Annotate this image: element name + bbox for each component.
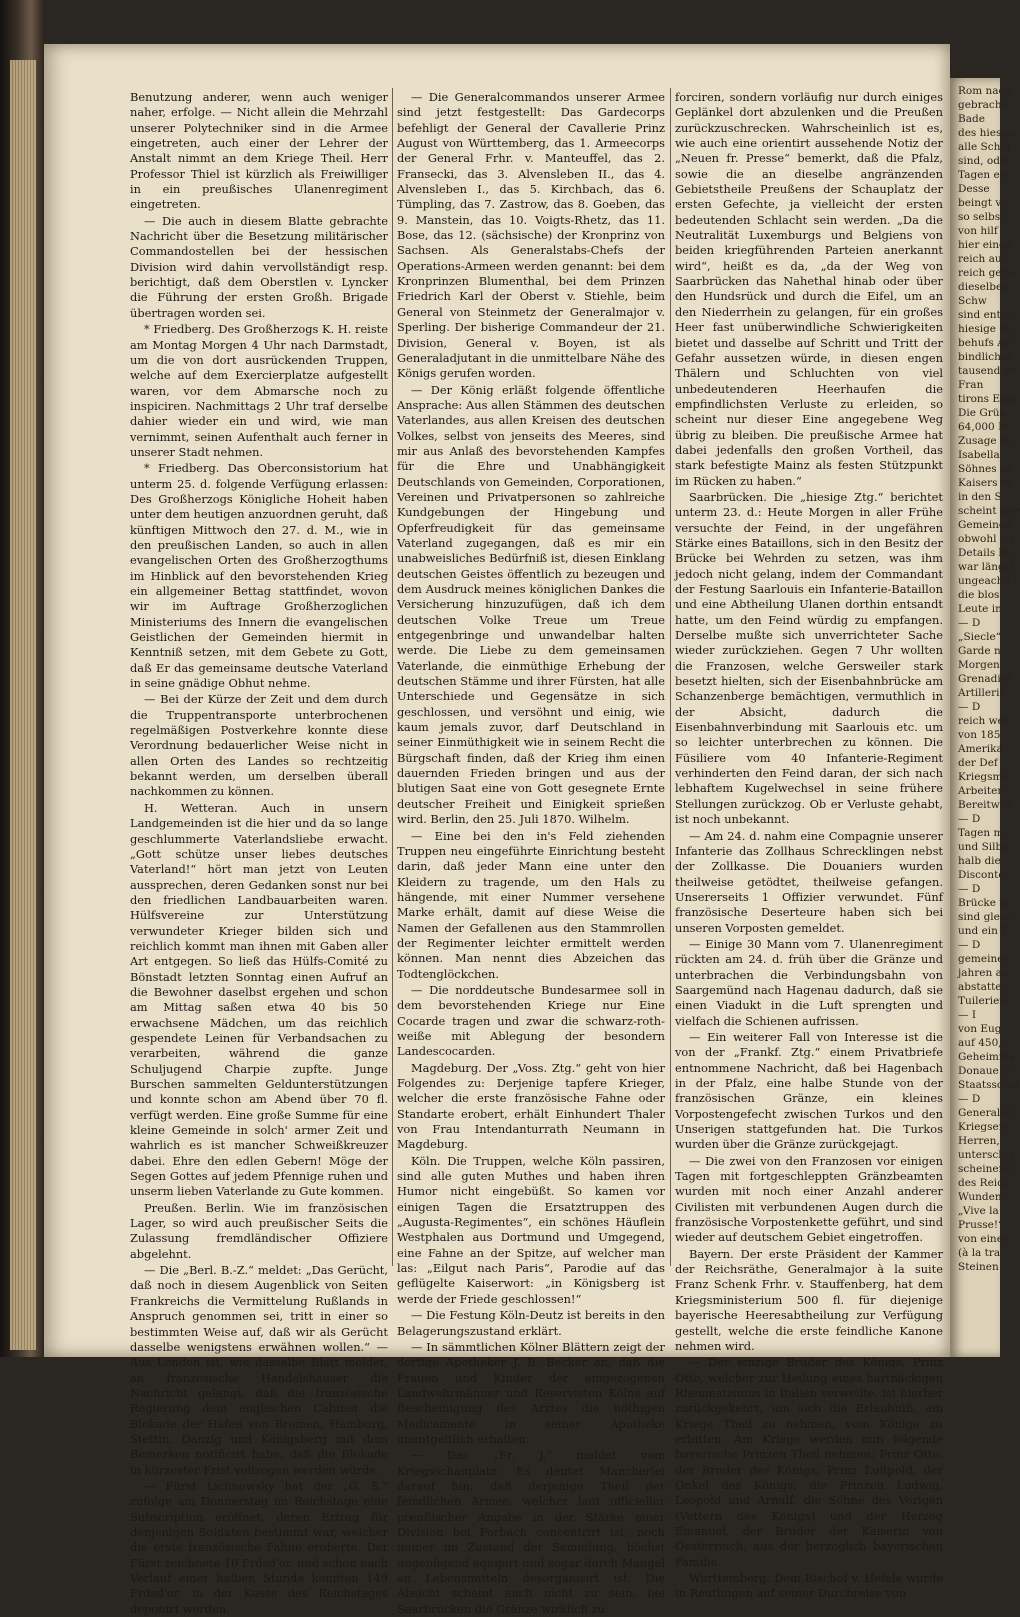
paragraph: — Am 24. d. nahm eine Compagnie unserer Infanterie das Zollhaus Schrecklingen nebst der Zollkasse. Die Douaniers wurden theilweise getödtet, theilweise gefangen. Unsererseits 1 Offizier verwundet. Fünf französische Deserteure haben sich bei unseren Vorposten gemeldet.: [675, 828, 943, 935]
adjacent-page-line: Gemeinde: [958, 519, 1012, 531]
paragraph: Saarbrücken. Die „hiesige Ztg.“ berichtet unterm 23. d.: Heute Morgen in aller Frühe versuchte der Feind, in der ungefähren Stärke eines Bataillons, sich in den Besitz der Brücke bei Wehrden zu setzen, was ihm jedoch nicht gelang, indem der Commandant der Festung Saarlouis ein Infanterie-Bataillon und eine Abtheilung Ulanen dorthin entsandt hatte, um den Feind würdig zu empfangen. Derselbe mußte sich unverrichteter Sache wieder zurückziehen. Gegen 7 Uhr wollten die Franzosen, welche Gersweiler stark besetzt hielten, sich der Eisenbahnbrücke am Schanzenberge bemächtigen, vermuthlich in der Absicht, dadurch die Eisenbahnverbindung mit Saarlouis etc. um so leichter unterbrechen zu können. Die Füsiliere vom 40 Infanterie-Regiment verhinderten den Feind daran, der sich nach lebhaftem Kugelwechsel in seine frühere Stellungen zurückzog. Ob er Verluste gehabt, ist noch unbekannt.: [675, 489, 943, 827]
paragraph: * Friedberg. Das Oberconsistorium hat unterm 25. d. folgende Verfügung erlassen: Des Großherzogs Königliche Hoheit haben unter dem heutigen anzuordnen geruht, daß künftigen Mittwoch den 27. d. M., wie in den preußischen Landen, so auch in allen evangelischen Orten des Großherzogthums im Hinblick auf den bevorstehenden Krieg ein allgemeiner Bettag stattfindet, wovon wir im Auftrage Großherzoglichen Ministeriums des Innern die evangelischen Geistlichen der Gemeinden hiermit in Kenntniß setzen, mit dem Gebete zu Gott, daß Er das gemeinsame deutsche Vaterland in seine gnädige Obhut nehme.: [130, 461, 388, 691]
paragraph: — Fürst Lichnowsky hat der „G. S.“ zufolge am Donnerstag im Reichstage eine Subscription eröffnet, deren Ertrag für denjenigen Soldaten bestimmt war, welcher die erste französische Fahne eroberte. Der Fürst zeichnete 10 Frdsd'or. und schon nach Verlauf einer halben Stunde konnten 149 Frdsd'or. in der Kasse des Reichstages deponirt werden.: [130, 1478, 388, 1616]
adjacent-page-line: gebracht.: [958, 99, 1010, 111]
text-column-2: [397, 90, 665, 1616]
paragraph: — In sämmtlichen Kölner Blättern zeigt der dortige Apotheker J. B. Becker an, daß die Frauen und Kinder der eingezogenen Landwehrmänner und Reservisten Kölns auf Bescheinigung des Arztes die nöthigen Medicamente in seiner Apotheke unentgeltlich erhalten.: [397, 1339, 665, 1446]
adjacent-page-line: tirons Engl: [958, 393, 1017, 405]
adjacent-page-line: war längst: [958, 561, 1015, 573]
paragraph: Benutzung anderer, wenn auch weniger naher, erfolge. — Nicht allein die Mehrzahl unserer Polytechniker sind in die Armee eingetreten, auch einer der Lehrer der Anstalt nimmt an dem Kriege Theil. Herr Professor Thiel ist kürzlich als Freiwilliger in ein preußisches Ulanenregiment eingetreten.: [130, 90, 388, 212]
paragraph: — Die norddeutsche Bundesarmee soll in dem bevorstehenden Kriege nur Eine Cocarde tragen und zwar die schwarz-roth-weiße mit Ablegung der besondern Landescocarden.: [397, 982, 665, 1059]
adjacent-page-line: Garde n: [958, 645, 1001, 657]
adjacent-page-line: auf 450,0: [958, 1037, 1009, 1049]
adjacent-page-line: Schw: [958, 295, 987, 307]
adjacent-page-line: scheinen g: [958, 1163, 1016, 1175]
adjacent-page-line: alle Schül: [958, 141, 1011, 153]
adjacent-page-line: der Def: [958, 757, 998, 769]
adjacent-page-line: Donaue in: [958, 1065, 1013, 1077]
adjacent-page-line: Rom nach: [958, 85, 1012, 97]
adjacent-page-line: abstatten.: [958, 981, 1012, 993]
paragraph: — Die Generalcommandos unserer Armee sind jetzt festgestellt: Das Gardecorps befehligt der General der Cavallerie Prinz August von Württemberg, das 1. Armeecorps der General Frhr. v. Manteuffel, das 2. Fransecki, das 3. Alvensleben II., das 4. Alvensleben I., das 5. Kirchbach, das 6. Tümpling, das 7. Zastrow, das 8. Goeben, das 9. Manstein, das 10. Voigts-Rhetz, das 11. Bose, das 12. (sächsische) der Kronprinz von Sachsen. Als Generalstabs-Chefs der Operations-Armeen werden genannt: bei dem Kronprinzen Blumenthal, bei dem Prinzen Friedrich Karl der Oberst v. Stiehle, beim General von Steinmetz der Generalmajor v. Sperling. Der bisherige Commandeur der 21. Division, General v. Boyen, ist als Generaladjutant in die unmittelbare Nähe des Königs gerufen worden.: [397, 90, 665, 381]
adjacent-page-line: Amerika: [958, 743, 1003, 755]
adjacent-page-line: halb die: [958, 855, 1001, 867]
adjacent-page-line: reich auf: [958, 253, 1006, 265]
adjacent-page-line: — D: [958, 939, 981, 951]
paragraph: Köln. Die Truppen, welche Köln passiren, sind alle guten Muthes und haben ihren Humor nicht eingebüßt. So kamen vor einigen Tagen die Ersatztruppen des „Augusta-Regimentes“, ein schönes Häuflein Westphalen aus Dortmund und Umgegend, eine Fahne an der Spitze, auf welcher man las: „Eilgut nach Paris“, Parodie auf das geflügelte Kaiserwort: „in Königsberg ist werde der Friede geschlossen!“: [397, 1153, 665, 1306]
adjacent-page-line: tausend Fr: [958, 365, 1016, 377]
adjacent-page-line: ungeachtet: [958, 575, 1019, 587]
adjacent-page-line: sind entbu: [958, 309, 1015, 321]
adjacent-page-line: unterschri: [958, 1149, 1014, 1161]
adjacent-page-line: Kriegsmi: [958, 771, 1006, 783]
adjacent-page-line: 64,000 M: [958, 421, 1009, 433]
adjacent-page-line: Leute in: [958, 603, 1002, 615]
adjacent-page-line: Bade: [958, 113, 985, 125]
adjacent-page-line: reich gege: [958, 267, 1015, 279]
adjacent-page-line: dieselben: [958, 281, 1009, 293]
adjacent-page-line: gemeinen: [958, 953, 1011, 965]
paragraph: Preußen. Berlin. Wie im französischen Lager, so wird auch preußischer Seits die Zulassung fremdländischer Offiziere abgelehnt.: [130, 1200, 388, 1261]
paragraph: — Ein weiterer Fall von Interesse ist die von der „Frankf. Ztg.“ einem Privatbriefe entnommene Nachricht, daß bei Hagenbach in der Pfalz, eine halbe Stunde von der französischen Gränze, ein kleines Vorpostengefecht zwischen Turkos und den Unserigen stattgefunden hat. Die Turkos wurden über die Gränze zurückgejagt.: [675, 1029, 943, 1152]
adjacent-page-line: — D: [958, 1093, 981, 1105]
adjacent-page-line: Tagen erl: [958, 169, 1009, 181]
adjacent-page-line: Zusage de: [958, 435, 1013, 447]
adjacent-page-line: Herren,: [958, 1135, 1000, 1147]
adjacent-page-line: Generalen: [958, 1107, 1014, 1119]
paragraph: H. Wetteran. Auch in unsern Landgemeinden ist die hier und da so lange geschlummerte Vaterlandsliebe erwacht. „Gott schütze unser liebes deutsches Vaterland!“ hört man jetzt von Leuten aussprechen, deren Gedanken sonst nur bei den friedlichen Landbauarbeiten waren. Hülfsvereine zur Unterstützung verwundeter Krieger bilden sich und reichlich kommt man ihnen mit Gaben aller Art entgegen. So ließ das Hülfs-Comité zu Bönstadt letzten Sonntag einen Aufruf an die Bewohner daselbst ergehen und schon am Mittag saßen etwa 40 bis 50 erwachsene Mädchen, um das reichlich gespendete Leinen für Verbandsachen zu verarbeiten, während die ganze Schuljugend Charpie zupfte. Junge Burschen sammelten Geldunterstützungen und konnte schon am Abend über 70 fl. verfügt werden. Eine große Summe für eine kleine Gemeinde in solch' armer Zeit und wahrlich es ist mancher Schweißkreuzer dabei. Ehre den edlen Gebern! Möge der Segen Gottes auf jedem Pfennige ruhen und unserm lieben Vaterlande zu Gute kommen.: [130, 800, 388, 1199]
adjacent-page-line: von hilf: [958, 225, 998, 237]
adjacent-page-line: scheint wer: [958, 505, 1020, 517]
adjacent-page-line: von Eug: [958, 1023, 1002, 1035]
paragraph: * Friedberg. Des Großherzogs K. H. reiste am Montag Morgen 4 Uhr nach Darmstadt, um die von dort ausrückenden Truppen, welche auf dem Exercierplatze aufgestellt waren, vor dem Abmarsche noch zu inspiciren. Nachmittags 2 Uhr traf derselbe dahier wieder ein und wird, wie man vernimmt, seinen Aufenthalt auch ferner in unserer Stadt nehmen.: [130, 322, 388, 459]
column-divider: [670, 88, 671, 1266]
adjacent-page-line: bindlichen: [958, 351, 1014, 363]
adjacent-page-line: Wunden,: [958, 1191, 1005, 1203]
adjacent-page-line: Fran: [958, 379, 984, 391]
paragraph: Magdeburg. Der „Voss. Ztg.“ geht von hier Folgendes zu: Derjenige tapfere Krieger, welcher die erste französische Fahne oder Standarte erobert, erhält Einhundert Thaler von Frau Intendanturrath Neumann in Magdeburg.: [397, 1060, 665, 1152]
paragraph: — Der einzige Bruder des Königs, Prinz Otto, welcher zur Heilung eines hartnäckigen Rheumatismus in Italien verweilte, ist hierher zurückgekehrt, um sich die Erlaubniß, am Kriege Theil zu nehmen, vom Könige zu erbitten. Am Kriege werden nun folgende bayerische Prinzen Theil nehmen: Prinz Otto, der Bruder des Königs; Prinz Luitpold, der Onkel des Königs; die Prinzen Ludwig, Leopold und Arnulf, die Söhne des Vorigen (Vettern des Königs) und der Herzog Emanuel, der Bruder der Kaiserin von Oesterreich, aus der herzoglich bayerischen Familie.: [675, 1355, 943, 1569]
paragraph: forciren, sondern vorläufig nur durch einiges Geplänkel dort abzulenken und die Preußen zurückzuschrecken. Wahrscheinlich ist es, wie auch eine orientirt aussehende Notiz der „Neuen fr. Presse“ bemerkt, daß die Pfalz, sowie die an dieselbe angränzenden Gebietstheile Preußens der Schauplatz der ersten Gefechte, ja vielleicht der ersten bedeutenden Schlacht sein werden. „Da die Neutralität Luxemburgs und Belgiens von beiden kriegführenden Parteien anerkannt wird“, heißt es da, „da der Weg von Saarbrücken das Nahethal hinab oder über den Hundsrück und durch die Eifel, um an den Niederrhein zu gelangen, für ein großes Heer fast unüberwindliche Schwierigkeiten bietet und dasselbe auf Schritt und Tritt der Gefahr aussetzen würde, in diesen engen Thälern und Schluchten von viel unbedeutenderen Heerhaufen die empfindlichsten Verluste zu erleiden, so scheint nur dieser Eine angegebene Weg übrig zu bleiben. Die preußische Armee hat dabei jedenfalls den großen Vortheil, das stark befestigte Mainz als festen Stützpunkt im Rücken zu haben.“: [675, 90, 943, 488]
paragraph: — Die Festung Köln-Deutz ist bereits in den Belagerungszustand erklärt.: [397, 1308, 665, 1338]
adjacent-page-text: [950, 78, 1020, 1274]
paragraph: — Eine bei den in's Feld ziehenden Truppen neu eingeführte Einrichtung besteht darin, daß jeder Mann eine unter den Kleidern zu tragende, um den Hals zu hängende, mit einer Nummer versehene Marke erhält, damit auf diese Weise die Namen der Gefallenen aus den Stammrollen der Regimenter leichter ermittelt werden können. Man nennt dies Abzeichen das Todtenglöckchen.: [397, 828, 665, 981]
adjacent-page-line: — D: [958, 813, 981, 825]
adjacent-page-line: die blos: [958, 589, 1000, 601]
adjacent-page-line: von 185: [958, 729, 1001, 741]
adjacent-page-line: jahren ab: [958, 967, 1009, 979]
adjacent-page-line: Arbeiten: [958, 785, 1005, 797]
paragraph: Württemberg. Dem Bischof v. Hefele wurde in Reutlingen auf seiner Durchreise von: [675, 1571, 943, 1601]
adjacent-page-line: Artillerie: [958, 687, 1006, 699]
text-column-1: [130, 90, 388, 1616]
paragraph: — Das „Fr. J.“ meldet vom Kriegsschauplatz: Es deutet Mancherlei darauf hin, daß derjenige Theil der feindlichen Armee, welcher laut officieller preußischer Angabe in der Stärke einer Division bei Forbach concentrirt ist, noch immer im Zustand der Sammlung, höchst ungenügend equipirt und sogar durch Mangel an Lebensmitteln desorganisirt ist. Die Absicht scheint auch nicht zu sein, bei Saarbrücken die Gränze wirklich zu: [397, 1448, 665, 1616]
text-column-3: [675, 90, 943, 1601]
adjacent-page-line: des Reich: [958, 1177, 1010, 1189]
adjacent-page-line: obwohl sie: [958, 533, 1015, 545]
adjacent-page-line: Brücke w: [958, 897, 1009, 909]
adjacent-page-line: hiesige de: [958, 323, 1013, 335]
paragraph: — Die auch in diesem Blatte gebrachte Nachricht über die Besetzung militärischer Commandostellen bei der hessischen Division wird dahin vervollständigt resp. berichtigt, daß dem Oberstlen v. Lyncker die Führung der ersten Großh. Brigade übertragen worden sei.: [130, 213, 388, 320]
adjacent-page-line: und ein T: [958, 925, 1009, 937]
adjacent-page-line: „Siecle“: [958, 631, 1002, 643]
adjacent-page-line: Geheimnis: [958, 1051, 1015, 1063]
paragraph: — Der König erläßt folgende öffentliche Ansprache: Aus allen Stämmen des deutschen Vaterlandes, aus allen Kreisen des deutschen Volkes, selbst von jenseits des Meeres, sind mir aus Anlaß des bevorstehenden Kampfes für die Ehre und Unabhängigkeit Deutschlands von Gemeinden, Corporationen, Vereinen und Privatpersonen so zahlreiche Kundgebungen der Hingebung und Opferfreudigkeit für das gemeinsame Vaterland zugegangen, daß es mir ein unabweisliches Bedürfniß ist, diesen Einklang deutschen Geistes öffentlich zu bezeugen und dem Ausdruck meines königlichen Dankes die Versicherung hinzuzufügen, daß ich dem deutschen Volke Treue um Treue entgegenbringe und unwandelbar halten werde. Die Liebe zu dem gemeinsamen Vaterlande, die einmüthige Erhebung der deutschen Stämme und ihrer Fürsten, hat alle Unterschiede und Gegensätze in sich geschlossen, und versöhnt und einig, wie kaum jemals zuvor, darf Deutschland in seiner Einmüthigkeit wie in seinem Recht die Bürgschaft finden, daß der Krieg ihm einen dauernden Frieden bringen und aus der blutigen Saat eine von Gott gesegnete Ernte deutscher Freiheit und Einigkeit sprießen wird. Berlin, den 25. Juli 1870. Wilhelm.: [397, 382, 665, 827]
paragraph: — Bei der Kürze der Zeit und dem durch die Truppentransporte unterbrochenen regelmäßigen Postverkehre konnte diese Verordnung bedauerlicher Weise nicht in allen Orten des Landes so rechtzeitig bekannt werden, um derselben überall nachkommen zu können.: [130, 692, 388, 799]
column-divider: [392, 88, 393, 1266]
adjacent-page-line: „Vive la: [958, 1205, 999, 1217]
adjacent-page-line: hier einge: [958, 239, 1012, 251]
adjacent-page-line: — D: [958, 883, 981, 895]
adjacent-page-line: Grenadier: [958, 673, 1012, 685]
adjacent-page-line: Isabella,: [958, 449, 1004, 461]
adjacent-page-line: Die Grün: [958, 407, 1007, 419]
adjacent-page-line: Söhnes au: [958, 463, 1014, 475]
paragraph: — Einige 30 Mann vom 7. Ulanenregiment rückten am 24. d. früh über die Gränze und unterbrachen die Verbindungsbahn von Saargemünd nach Hagenau dadurch, daß sie einen Viadukt in die Luft sprengten und vielfach die Schienen aufrissen.: [675, 936, 943, 1028]
adjacent-page-line: Tuilerien: [958, 995, 1007, 1007]
adjacent-page-line: so selbst: [958, 211, 1005, 223]
page-stack-edge: [10, 60, 36, 1350]
adjacent-page-line: — D: [958, 617, 981, 629]
adjacent-page-line: und Silbe: [958, 841, 1009, 853]
adjacent-page-line: Desse: [958, 183, 990, 195]
adjacent-page-line: sind gleich: [958, 911, 1016, 923]
adjacent-page-line: sind, oder: [958, 155, 1012, 167]
adjacent-page-line: in den S: [958, 491, 1002, 503]
adjacent-page-line: — I: [958, 1009, 976, 1021]
adjacent-page-line: Staatsschul: [958, 1079, 1020, 1091]
adjacent-page-line: Bereitwilli: [958, 799, 1014, 811]
adjacent-page-line: (à la tra: [958, 1247, 1001, 1259]
adjacent-page-line: von einer: [958, 1233, 1008, 1245]
paragraph: Bayern. Der erste Präsident der Kammer der Reichsräthe, Generalmajor à la suite Franz Schenk Frhr. v. Stauffenberg, hat dem Kriegsministerium 500 fl. für diejenige bayerische Heeresabtheilung zur Verfügung gestellt, welche die erste feindliche Kanone nehmen wird.: [675, 1246, 943, 1353]
adjacent-page-line: Tagen m: [958, 827, 1004, 839]
adjacent-page-line: reich wer: [958, 715, 1009, 727]
adjacent-page-line: Discontor: [958, 869, 1010, 881]
adjacent-page-line: Details be: [958, 547, 1012, 559]
adjacent-page-line: Kaisers m: [958, 477, 1011, 489]
adjacent-page-line: Kriegserl: [958, 1121, 1008, 1133]
paragraph: — Die zwei von den Franzosen vor einigen Tagen mit fortgeschleppten Gränzbeamten wurden mit noch einer Anzahl anderer Civilisten mit verbundenen Augen durch die französische Vorpostenkette geführt, und sind wieder auf deutschem Gebiet eingetroffen.: [675, 1153, 943, 1245]
adjacent-page-line: — D: [958, 701, 981, 713]
adjacent-page-line: beingt vo: [958, 197, 1008, 209]
adjacent-page-line: Prusse!“: [958, 1219, 1004, 1231]
adjacent-page-fragment: [950, 78, 1020, 1357]
adjacent-page-line: Morgen: [958, 659, 1000, 671]
adjacent-page-line: des hiesige: [958, 127, 1018, 139]
paragraph: — Die „Berl. B.-Z.“ meldet: „Das Gerücht, daß noch in diesem Augenblick von Seiten Frankreichs die Vermittelung Rußlands in Anspruch genommen sei, tritt in einer so bestimmten Weise auf, daß wir als Gerücht dasselbe wenigstens erwähnen wollen.“ — Aus London ist, wie dasselbe Blatt meldet, an französische Handelshäuser die Nachricht gelangt, daß die französische Regierung dem englischen Cabinet die Blokade der Häfen von Bremen, Hamburg, Stettin, Danzig und Königsberg mit dem Bemerken notificirt habe, daß die Blokade in kürzester Frist vollzogen werden würde.: [130, 1263, 388, 1477]
adjacent-page-line: behufs An: [958, 337, 1012, 349]
adjacent-page-line: Steinen: [958, 1261, 999, 1273]
